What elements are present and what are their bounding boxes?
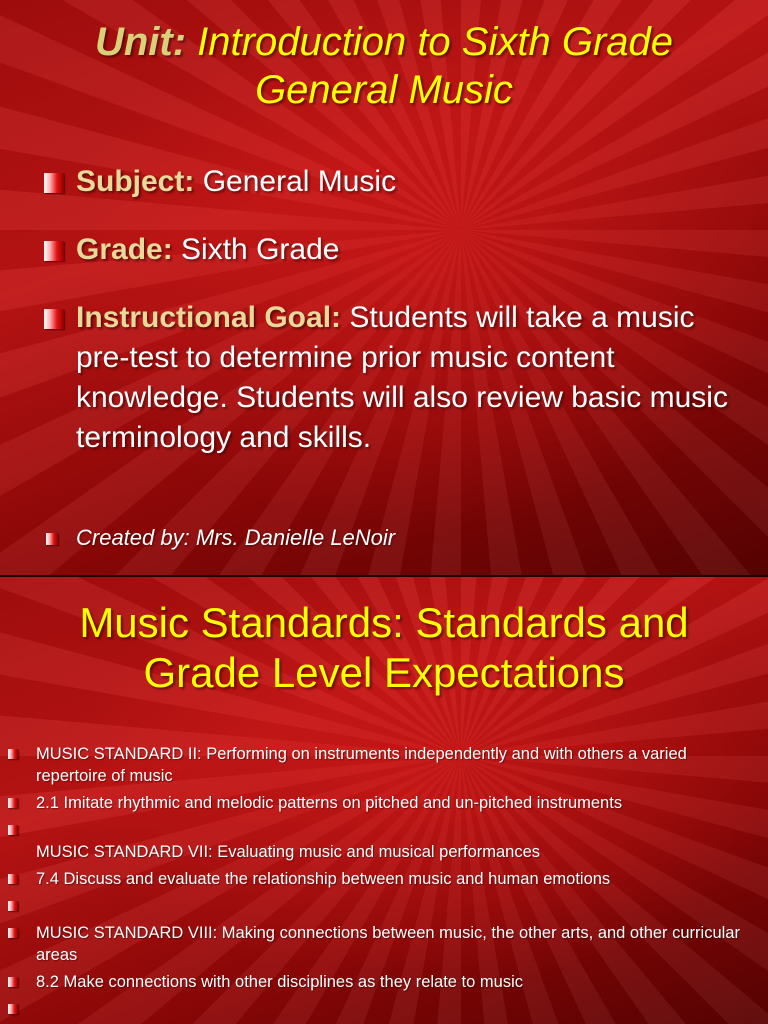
created-by-text: Created by: Mrs. Danielle LeNoir bbox=[76, 525, 396, 550]
bullet-subject bbox=[44, 162, 744, 202]
standards-list bbox=[6, 743, 746, 1020]
square-bullet-icon bbox=[8, 928, 18, 938]
list-item-text: 7.4 Discuss and evaluate the relationship between music and human emotions bbox=[36, 870, 611, 888]
subject-label: Subject: bbox=[76, 165, 195, 198]
grade-label: Grade: bbox=[76, 233, 173, 266]
square-bullet-icon bbox=[8, 901, 18, 911]
square-bullet-icon bbox=[8, 825, 18, 835]
square-bullet-icon bbox=[46, 533, 58, 545]
instructional-goal-label: Instructional Goal: bbox=[76, 301, 342, 334]
grade-value: Sixth Grade bbox=[172, 233, 340, 266]
slide-1-bullet-list bbox=[44, 162, 744, 458]
slide-2 bbox=[0, 577, 768, 1024]
square-bullet-icon bbox=[44, 309, 64, 329]
unit-label: Unit: bbox=[94, 20, 187, 64]
list-item-text: MUSIC STANDARD II: Performing on instruments independently and with others a varied repertoire of music bbox=[36, 745, 687, 785]
slide-1-title bbox=[20, 18, 748, 114]
list-item-text: MUSIC STANDARD VII: Evaluating music and musical performances bbox=[36, 843, 541, 861]
list-item bbox=[6, 922, 746, 966]
square-bullet-icon bbox=[44, 173, 64, 193]
list-item-text: MUSIC STANDARD VIII: Making connections between music, the other arts, and other curricular areas bbox=[36, 924, 740, 964]
subject-value: General Music bbox=[194, 165, 397, 198]
list-item bbox=[6, 841, 746, 863]
list-item bbox=[6, 971, 746, 993]
bullet-grade bbox=[44, 230, 744, 270]
list-item bbox=[6, 792, 746, 814]
created-by bbox=[44, 524, 395, 552]
square-bullet-icon bbox=[8, 749, 18, 759]
instructional-goal-value: Students will take a music pre-test to determine prior music content knowledge. Students will also review basic music terminology and skills. bbox=[76, 301, 728, 454]
list-item bbox=[6, 868, 746, 890]
bullet-instructional-goal bbox=[44, 298, 744, 458]
square-bullet-icon bbox=[8, 977, 18, 987]
square-bullet-icon bbox=[44, 241, 64, 261]
list-item bbox=[6, 743, 746, 787]
square-bullet-icon bbox=[8, 1004, 18, 1014]
unit-title: Introduction to Sixth Grade General Music bbox=[186, 20, 673, 112]
square-bullet-icon bbox=[8, 798, 18, 808]
slide-2-title: Music Standards: Standards and Grade Level Expectations bbox=[79, 599, 689, 696]
list-item-text: 8.2 Make connections with other disciplines as they relate to music bbox=[36, 973, 523, 991]
square-bullet-icon bbox=[8, 874, 18, 884]
list-item-text: 2.1 Imitate rhythmic and melodic patterns on pitched and un-pitched instruments bbox=[36, 794, 623, 812]
list-item bbox=[6, 819, 746, 841]
list-item bbox=[6, 998, 746, 1020]
list-item bbox=[6, 895, 746, 917]
